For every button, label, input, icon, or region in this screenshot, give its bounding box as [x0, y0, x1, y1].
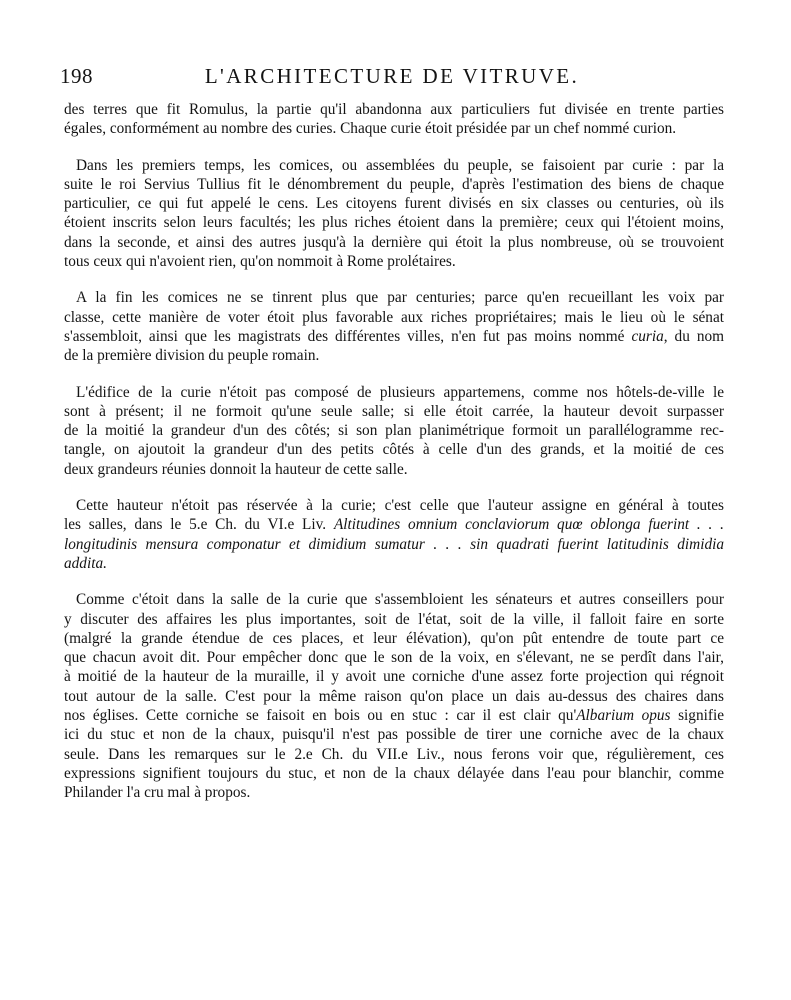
text-line: de la première division du peuple romain.	[64, 347, 320, 365]
text-line	[64, 706, 724, 725]
text-line: tous ceux qui n'avoient rien, qu'on nommoit à Rome prolétaires.	[64, 253, 456, 271]
text-line: égales, conformément au nombre des curies. Chaque curie étoit présidée par un chef nommé curion.	[64, 120, 677, 138]
text-run: s'assembloit, ainsi que les magistrats des différentes villes, n'en fut pas moins nommé	[64, 327, 625, 345]
text-line: deux grandeurs réunies donnoit la hauteur de cette salle.	[64, 460, 408, 478]
text-run: , du nom	[663, 327, 725, 345]
text-run: signifie	[670, 707, 724, 725]
text-line: A la fin les comices ne se tinrent plus que par centuries; parce qu'en recueillant les voix par	[76, 289, 724, 307]
text-line	[64, 515, 724, 534]
text-line: expressions signifient toujours du stuc, et non de la chaux délayée dans l'eau pour blanchir, comme	[64, 764, 724, 782]
latin-quote: Altitudines omnium conclaviorum quœ oblonga fuerint . . .	[333, 516, 724, 534]
page-header	[60, 64, 724, 94]
text-line: suite le roi Servius Tullius fit le dénombrement du peuple, d'après l'estimation des biens de chaque	[64, 175, 724, 193]
paragraph-6	[64, 590, 724, 802]
paragraph-3	[64, 288, 724, 365]
text-line: particulier, ce qui fut appelé le cens. Les citoyens furent divisés en six classes ou centuries, où ils	[64, 195, 724, 213]
text-line: (malgré la grande étendue de ces places, et leur élévation), qu'on pût entendre de toute part ce	[64, 629, 724, 647]
text-line: Comme c'étoit dans la salle de la curie que s'assembloient les sénateurs et autres conseillers pour	[76, 591, 724, 609]
text-line: dans la seconde, et ainsi des autres jusqu'à la dernière qui étoit la plus nombreuse, où se trouvoient	[64, 233, 724, 251]
text-line: à moitié de la hauteur de la muraille, il y avoit une corniche d'une assez forte projection qui régnoit	[64, 668, 724, 686]
text-line: tangle, on ajoutoit la grandeur d'un des petits côtés à celle d'un des grands, et la moitié de ces	[64, 441, 724, 459]
text-line: tout autour de la salle. C'est pour la même raison qu'on place un dais au-dessus des chaires dans	[64, 687, 724, 705]
latin-quote: addita.	[64, 554, 107, 572]
text-run: nos églises. Cette corniche se faisoit en bois ou en stuc : car il est clair qu'	[64, 707, 577, 725]
text-line: seule. Dans les remarques sur le 2.e Ch. du VII.e Liv., nous ferons voir que, régulièrement, ces	[64, 745, 724, 763]
text-line: étoient inscrits selon leurs facultés; les plus riches étoient dans la première; ceux qui l'étoient moins,	[64, 214, 724, 232]
latin-word-curia: curia	[631, 327, 664, 345]
text-run: les salles, dans le 5.e Ch. du VI.e Liv.	[64, 516, 327, 534]
text-line: y discuter des affaires les plus importantes, soit de l'état, soit de la ville, il falloit faire en sorte	[64, 610, 724, 628]
text-line: Cette hauteur n'étoit pas réservée à la curie; c'est celle que l'auteur assigne en général à toutes	[76, 497, 724, 515]
latin-phrase-albarium-opus: Albarium opus	[576, 707, 671, 725]
body-text	[64, 100, 724, 820]
latin-quote: longitudinis mensura componatur et dimidium sumatur . . . sin quadrati fuerint latitudinis dimidia	[64, 535, 724, 553]
text-line: des terres que fit Romulus, la partie qu'il abandonna aux particuliers fut divisée en trente parties	[64, 101, 724, 118]
page-number: 198	[60, 64, 93, 88]
paragraph-2	[64, 156, 724, 272]
text-line	[64, 327, 724, 346]
paragraph-1	[64, 100, 724, 139]
text-line: de la moitié la grandeur d'un des côtés; si son plan planimétrique formoit un parallélogramme rec-	[64, 422, 724, 440]
text-line: que chacun avoit dit. Pour empêcher donc que le son de la voix, en s'élevant, ne se perdît dans l'air,	[64, 649, 724, 667]
text-line: Dans les premiers temps, les comices, ou assemblées du peuple, se faisoient par curie : par la	[76, 156, 724, 174]
running-title: L'ARCHITECTURE DE VITRUVE.	[204, 64, 580, 88]
text-line: ici du stuc et non de la chaux, puisqu'il n'est pas possible de tirer une corniche avec de la chaux	[64, 726, 724, 744]
paragraph-5	[64, 496, 724, 573]
text-line: classe, cette manière de voter étoit plus favorable aux riches propriétaires; mais le lieu où le sénat	[64, 308, 724, 326]
paragraph-4	[64, 383, 724, 479]
text-line: Philander l'a cru mal à propos.	[64, 784, 251, 802]
text-line: sont à présent; il ne formoit qu'une seule salle; si elle étoit carrée, la hauteur devoit surpasser	[64, 402, 724, 420]
text-line: L'édifice de la curie n'étoit pas composé de plusieurs appartemens, comme nos hôtels-de-ville le	[76, 383, 724, 401]
